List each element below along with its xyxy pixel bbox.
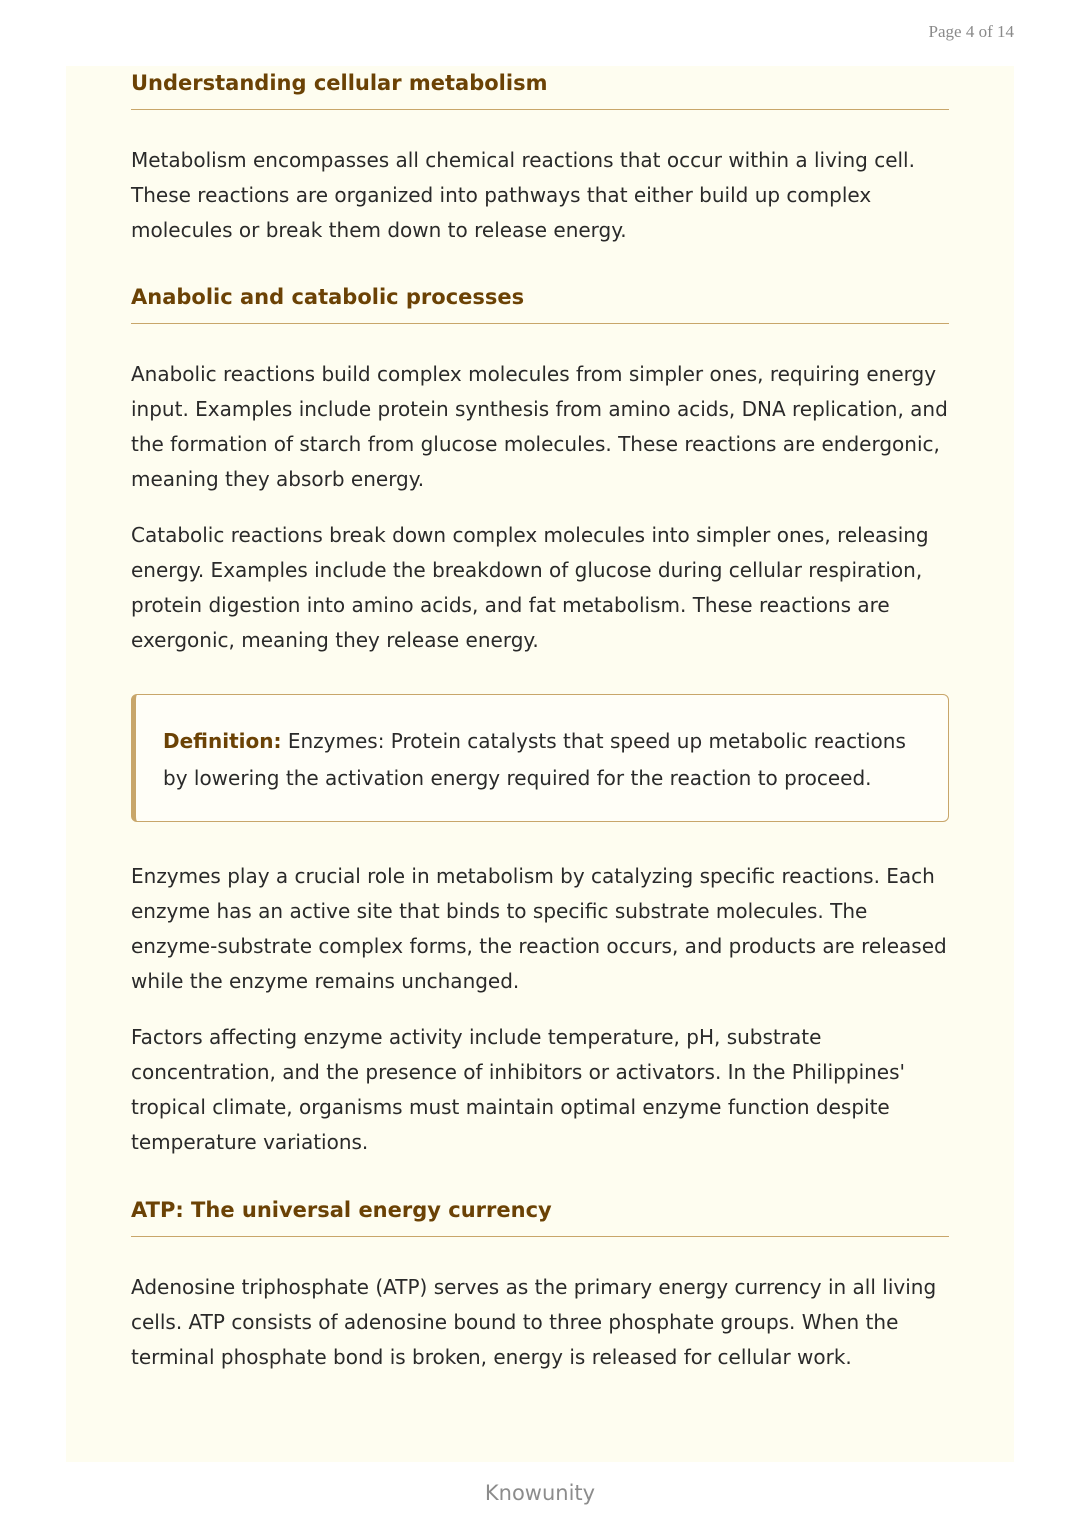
section-heading-metabolism: Understanding cellular metabolism bbox=[131, 66, 949, 110]
definition-label: Definition: bbox=[163, 729, 282, 753]
definition-text bbox=[163, 723, 918, 797]
paragraph: Factors affecting enzyme activity include temperature, pH, substrate concentration, and the presence of inhibitors or activators. In the Philippines' tropical climate, organisms must maintain optimal enzyme function despite temperature variations. bbox=[131, 1025, 906, 1154]
definition-callout bbox=[131, 694, 949, 822]
paragraph: Anabolic reactions build complex molecules from simpler ones, requiring energy input. Examples include protein synthesis from amino acids, DNA replication, and the formation of starch from glucose molecules. These reactions are endergonic, meaning they absorb energy. bbox=[131, 362, 948, 491]
section-heading-atp: ATP: The universal energy currency bbox=[131, 1193, 949, 1237]
document-page bbox=[66, 66, 1014, 1462]
section-heading-anabolic-catabolic: Anabolic and catabolic processes bbox=[131, 280, 949, 324]
paragraph: Enzymes play a crucial role in metabolism by catalyzing specific reactions. Each enzyme has an active site that binds to specific substrate molecules. The enzyme-substrate complex forms, the reaction occurs, and products are released while the enzyme remains unchanged. bbox=[131, 864, 947, 993]
paragraph: Metabolism encompasses all chemical reactions that occur within a living cell. These reactions are organized into pathways that either build up complex molecules or break them down to release energy. bbox=[131, 148, 915, 242]
page-indicator: Page 4 of 14 bbox=[928, 22, 1014, 41]
paragraph: Adenosine triphosphate (ATP) serves as the primary energy currency in all living cells. ATP consists of adenosine bound to three phosphate groups. When the terminal phosphate bond is broken, energy is released for cellular work. bbox=[131, 1275, 937, 1369]
footer-brand: Knowunity bbox=[484, 1481, 596, 1505]
paragraph: Catabolic reactions break down complex molecules into simpler ones, releasing energy. Examples include the breakdown of glucose during cellular respiration, protein digestion into amino acids, and fat metabolism. These reactions are exergonic, meaning they release energy. bbox=[131, 523, 929, 652]
definition-body: Enzymes: Protein catalysts that speed up metabolic reactions by lowering the activation energy required for the reaction to proceed. bbox=[163, 729, 906, 790]
page-content bbox=[131, 66, 949, 1375]
